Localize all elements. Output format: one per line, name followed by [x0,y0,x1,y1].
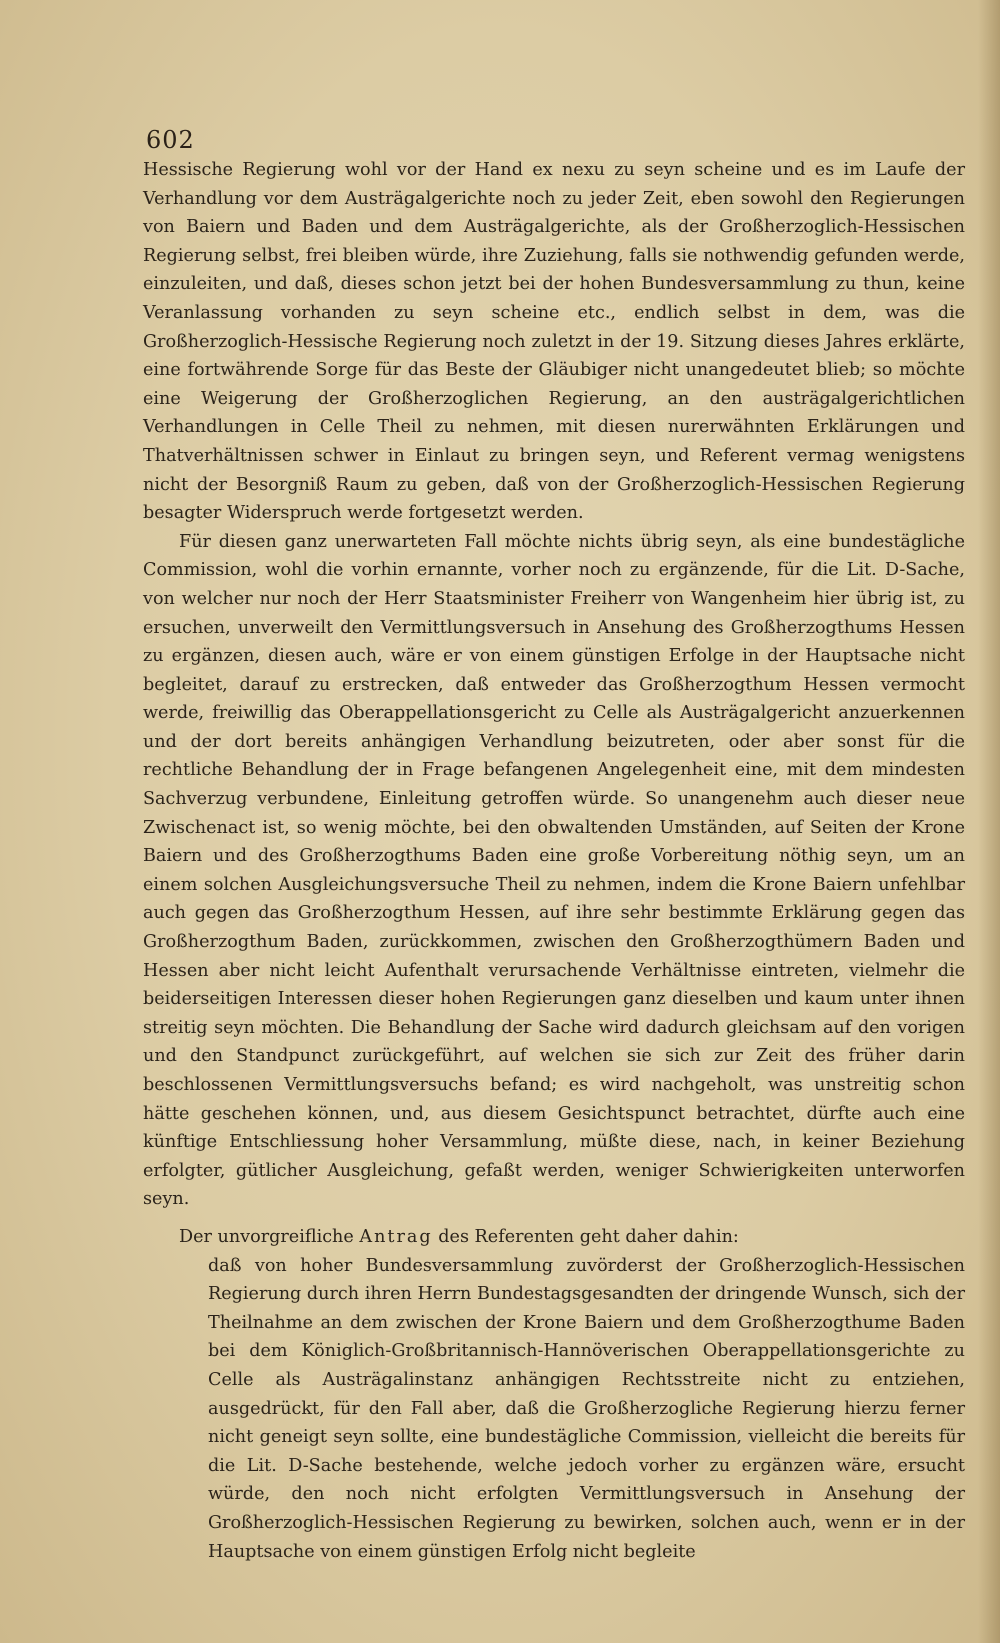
body-text [143,156,965,1566]
paragraph-continuation: Hessische Regierung wohl vor der Hand ex nexu zu seyn scheine und es im Laufe der Verhandlung vor dem Austrägalgerichte noch zu jeder Zeit, eben sowohl den Regierungen von Baiern und Baden und dem Austrägalgerichte, als der Großherzoglich-Hessischen Regierung selbst, frei bleiben würde, ihre Zuziehung, falls sie nothwendig gefunden werde, einzuleiten, und daß, dieses schon jetzt bei der hohen Bundesversammlung zu thun, keine Veranlassung vorhanden zu seyn scheine etc., endlich selbst in dem, was die Großherzoglich-Hessische Regierung noch zuletzt in der 19. Sitzung dieses Jahres erklärte, eine fortwährende Sorge für das Beste der Gläubiger nicht unangedeutet blieb; so möchte eine Weigerung der Großherzoglichen Regierung, an den austrägalgerichtlichen Verhandlungen in Celle Theil zu nehmen, mit diesen nurerwähnten Erklärungen und Thatverhältnissen schwer in Einlaut zu bringen seyn, und Referent vermag wenigstens nicht der Besorgniß Raum zu geben, daß von der Großherzoglich-Hessischen Regierung besagter Widerspruch werde fortgesetzt werden. [143,160,965,524]
page-number: 602 [146,126,195,154]
motion-keyword: Antrag [359,1226,433,1247]
page-edge-shadow [978,0,1000,1643]
motion-intro-lead: Der unvorgreifliche [179,1226,360,1247]
paragraph-commission: Für diesen ganz unerwarteten Fall möchte nichts übrig seyn, als eine bundestägliche Commission, wohl die vorhin ernannte, vorher noch zu ergänzende, für die Lit. D-Sache, von welcher nur noch der Herr Staatsminister Freiherr von Wangenheim hier übrig ist, zu ersuchen, unverweilt den Vermittlungsversuch in Ansehung des Großherzogthums Hessen zu ergänzen, diesen auch, wäre er von einem günstigen Erfolge in der Hauptsache nicht begleitet, darauf zu erstrecken, daß entweder das Großherzogthum Hessen vermocht werde, freiwillig das Oberappellationsgericht zu Celle als Austrägalgericht anzuerkennen und der dort bereits anhängigen Verhandlung beizutreten, oder aber sonst für die rechtliche Behandlung der in Frage befangenen Angelegenheit eine, mit dem mindesten Sachverzug verbundene, Einleitung getroffen würde. So unangenehm auch dieser neue Zwischenact ist, so wenig möchte, bei den obwaltenden Umständen, auf Seiten der Krone Baiern und des Großherzogthums Baden eine große Vorbereitung nöthig seyn, um an einem solchen Ausgleichungsversuche Theil zu nehmen, indem die Krone Baiern unfehlbar auch gegen das Großherzogthum Hessen, auf ihre sehr bestimmte Erklärung gegen das Großherzogthum Baden, zurückkommen, zwischen den Großherzogthümern Baden und Hessen aber nicht leicht Aufenthalt verursachende Verhältnisse eintreten, vielmehr die beiderseitigen Interessen dieser hohen Regierungen ganz dieselben und kaum unter ihnen streitig seyn möchten. Die Behandlung der Sache wird dadurch gleichsam auf den vorigen und den Standpunct zurückgeführt, auf welchen sie sich zur Zeit des früher darin beschlossenen Vermittlungsversuchs befand; es wird nachgeholt, was unstreitig schon hätte geschehen können, und, aus diesem Gesichtspunct betrachtet, dürfte auch eine künftige Entschliessung hoher Versammlung, müßte diese, nach, in keiner Beziehung erfolgter, gütlicher Ausgleichung, gefaßt werden, weniger Schwierigkeiten unterworfen seyn. [143,531,965,1210]
motion-body: daß von hoher Bundesversammlung zuvörderst der Großherzoglich-Hessischen Regierung durch ihren Herrn Bundestagsgesandten der dringende Wunsch, sich der Theilnahme an dem zwischen der Krone Baiern und dem Großherzogthume Baden bei dem Königlich-Großbritannisch-Hannöverischen Oberappellationsgerichte zu Celle als Austrägalinstanz anhängigen Rechtsstreite nicht zu entziehen, ausgedrückt, für den Fall aber, daß die Großherzogliche Regierung hierzu ferner nicht geneigt seyn sollte, eine bundestägliche Commission, vielleicht die bereits für die Lit. D-Sache bestehende, welche jedoch vorher zu ergänzen wäre, ersucht würde, den noch nicht erfolgten Vermittlungsversuch in Ansehung der Großherzoglich-Hessischen Regierung zu bewirken, solchen auch, wenn er in der Hauptsache von einem günstigen Erfolg nicht begleite [208,1255,965,1562]
motion-intro-tail: des Referenten geht daher dahin: [432,1226,739,1247]
motion-intro [179,1223,965,1252]
